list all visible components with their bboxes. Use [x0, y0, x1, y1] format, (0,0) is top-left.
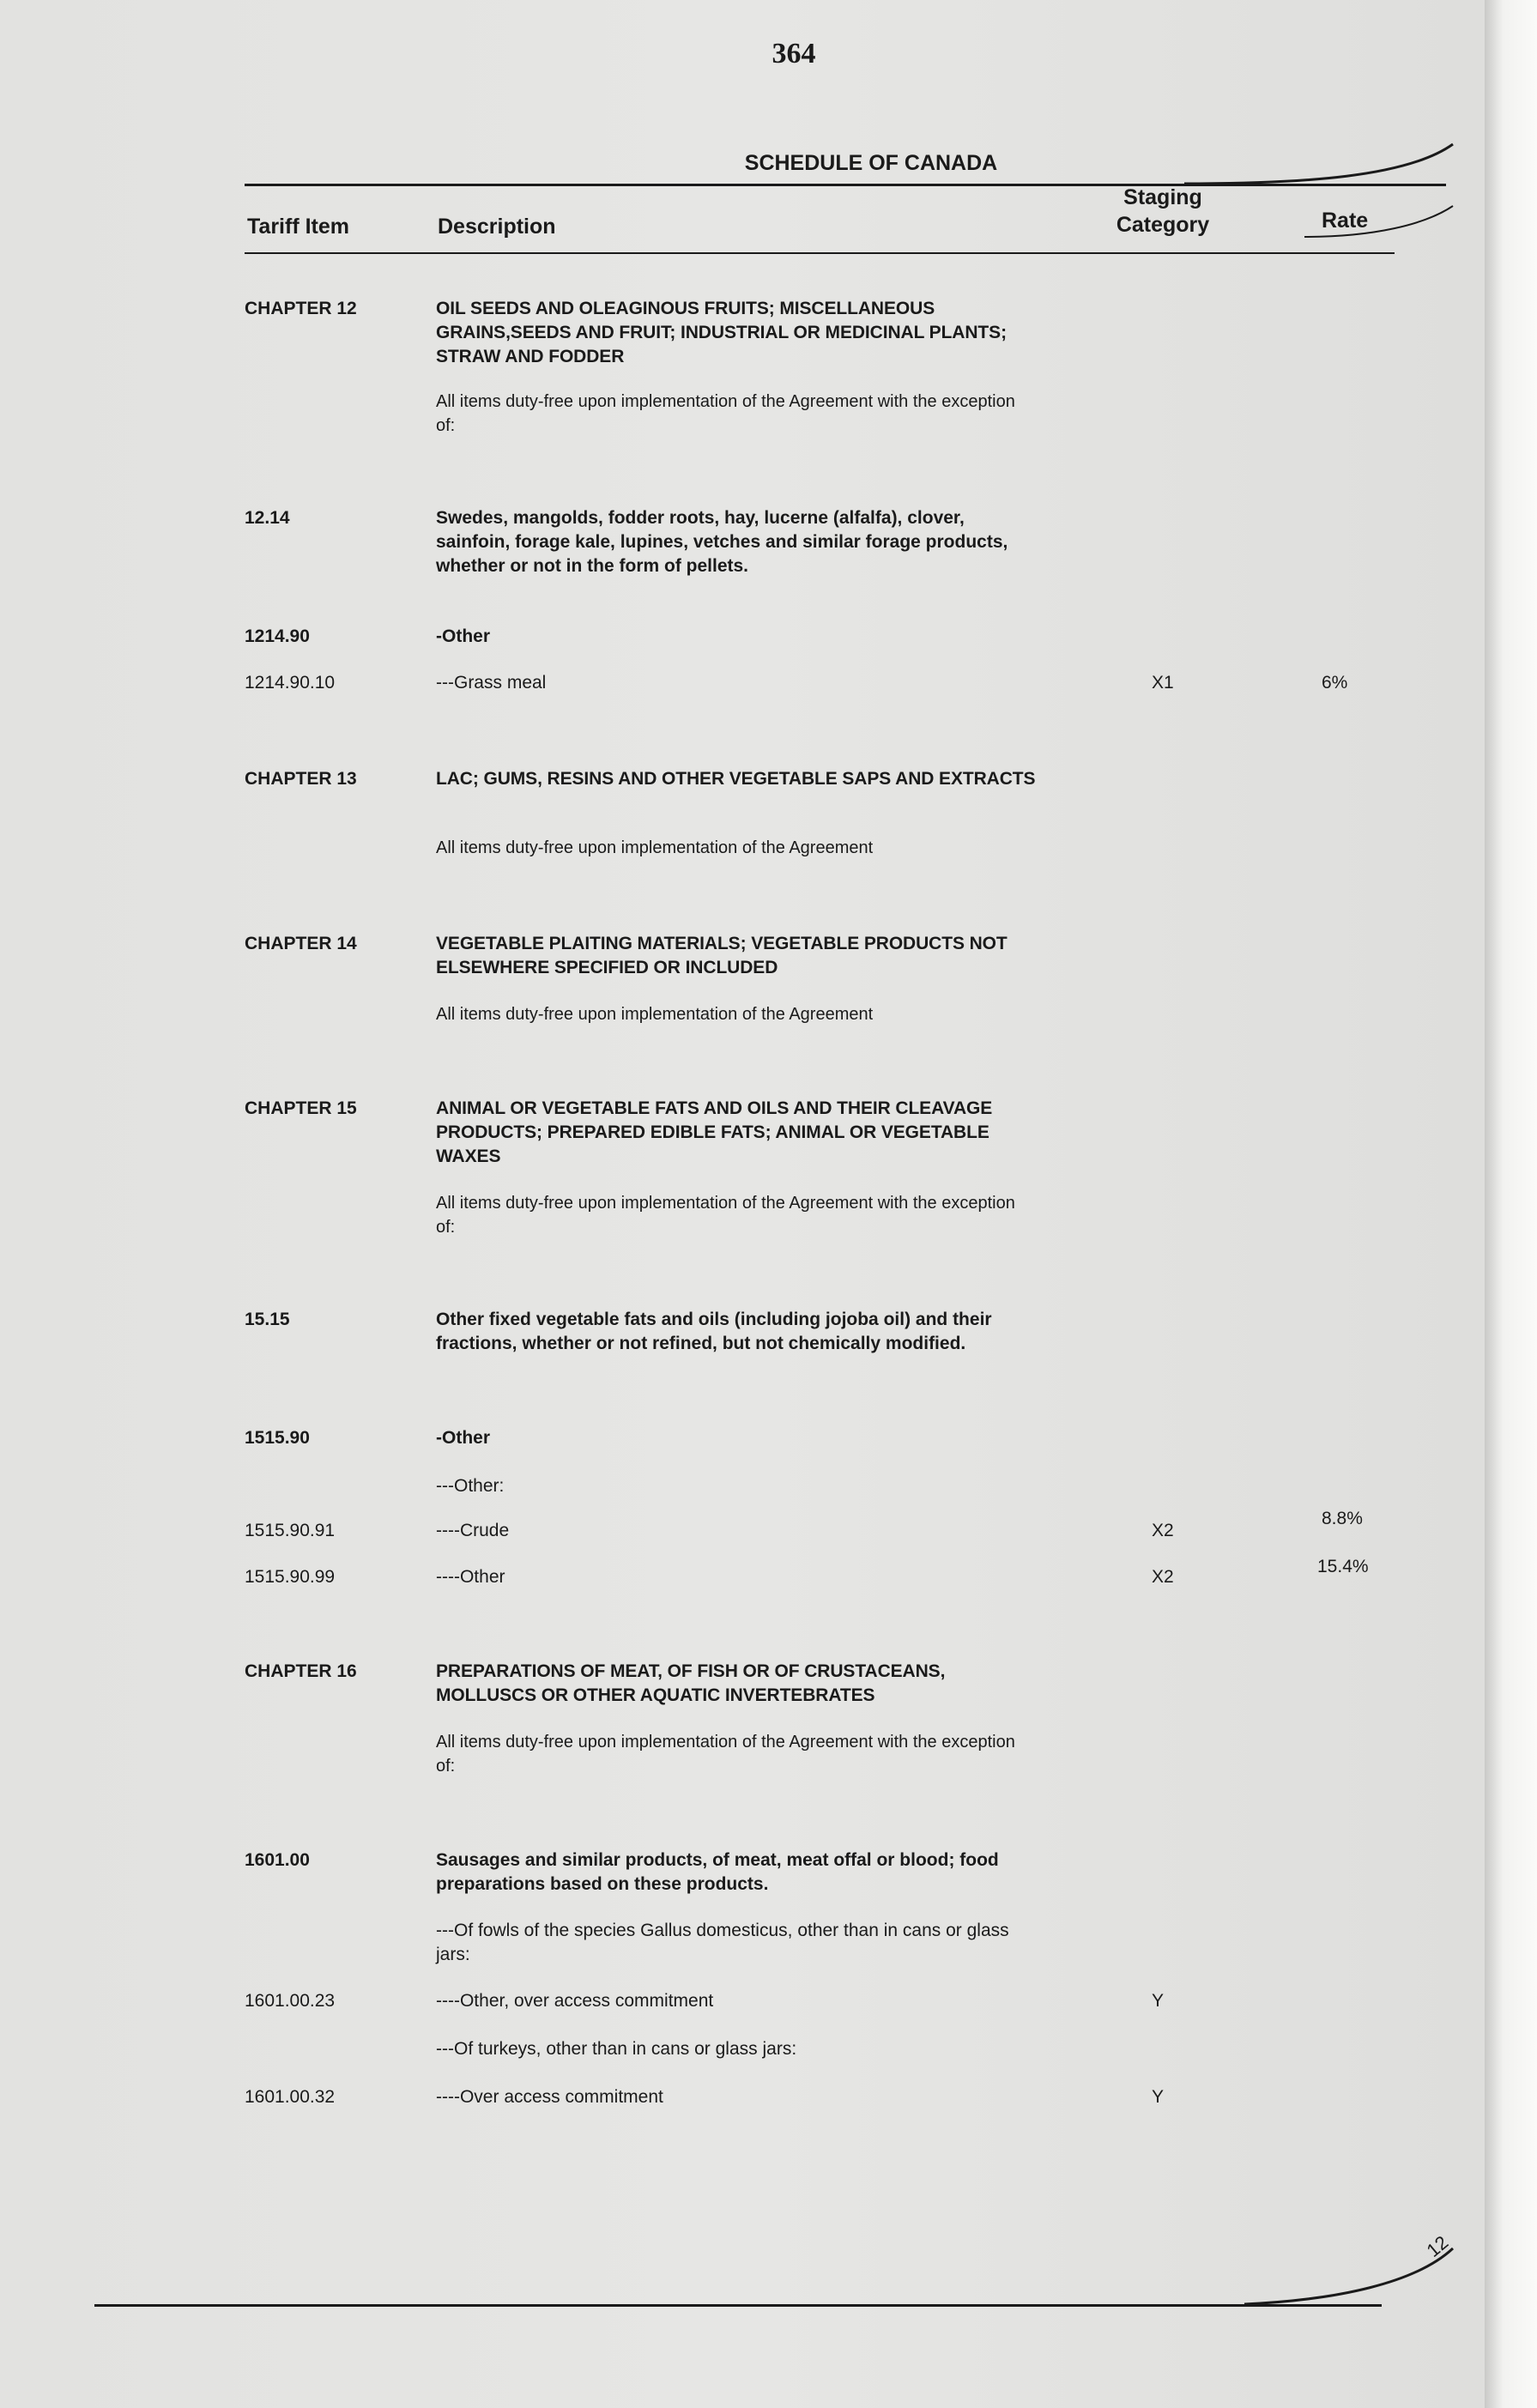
tariff-item: 1214.90.10 — [245, 673, 336, 693]
description: LAC; GUMS, RESINS AND OTHER VEGETABLE SAPS AND EXTRACTS — [436, 769, 1036, 789]
column-header-tariff-item: Tariff Item — [247, 215, 349, 239]
staging-category: X2 — [1152, 1567, 1174, 1587]
tariff-item: CHAPTER 12 — [245, 299, 357, 318]
description: OIL SEEDS AND OLEAGINOUS FRUITS; MISCELLANEOUS GRAINS,SEEDS AND FRUIT; INDUSTRIAL OR MEDICINAL PLANTS; STRAW AND FODDER — [436, 299, 1007, 366]
staging-header-line1: Staging — [1123, 185, 1202, 209]
description: ---Other: — [436, 1476, 505, 1496]
tariff-item: 15.15 — [245, 1310, 290, 1329]
description: ---Of fowls of the species Gallus domesticus, other than in cans or glass jars: — [436, 1921, 1009, 1964]
rate: 15.4% — [1317, 1557, 1369, 1576]
description: Sausages and similar products, of meat, meat offal or blood; food preparations based on these products. — [436, 1850, 999, 1894]
description: -Other — [436, 626, 490, 646]
page-number: 364 — [772, 38, 816, 70]
header-rule-top — [245, 184, 1446, 186]
staging-category: Y — [1152, 2087, 1165, 2107]
rate: 6% — [1322, 673, 1348, 693]
rate: 8.8% — [1322, 1509, 1363, 1528]
description: All items duty-free upon implementation of the Agreement with the exception of: — [436, 392, 1015, 435]
tariff-item: 1515.90.91 — [245, 1521, 336, 1540]
staging-category: X2 — [1152, 1521, 1174, 1540]
tariff-item: 1601.00.23 — [245, 1991, 336, 2011]
description: ---Of turkeys, other than in cans or glass jars: — [436, 2039, 797, 2059]
header-rule-bottom — [245, 252, 1395, 254]
tariff-item: 1515.90 — [245, 1428, 310, 1448]
description: ----Over access commitment — [436, 2087, 663, 2107]
corner-mark: 12 — [1422, 2231, 1453, 2262]
description: VEGETABLE PLAITING MATERIALS; VEGETABLE PRODUCTS NOT ELSEWHERE SPECIFIED OR INCLUDED — [436, 934, 1008, 977]
description: ---Grass meal — [436, 673, 547, 693]
tariff-item: 12.14 — [245, 508, 290, 528]
column-header-description: Description — [438, 215, 556, 239]
description: ----Crude — [436, 1521, 510, 1540]
tariff-item: 1515.90.99 — [245, 1567, 336, 1587]
tariff-item: 1601.00 — [245, 1850, 310, 1870]
column-header-staging-category — [1107, 184, 1219, 239]
description: All items duty-free upon implementation of the Agreement with the exception of: — [436, 1733, 1015, 1776]
staging-category: X1 — [1152, 673, 1174, 693]
schedule-title: SCHEDULE OF CANADA — [744, 151, 998, 175]
description: -Other — [436, 1428, 490, 1448]
description: ----Other — [436, 1567, 505, 1587]
description: All items duty-free upon implementation of the Agreement — [436, 838, 874, 857]
footer-rule — [94, 2304, 1382, 2307]
column-header-rate: Rate — [1322, 209, 1369, 233]
description: Swedes, mangolds, fodder roots, hay, lucerne (alfalfa), clover, sainfoin, forage kale, lupines, vetches and similar forage products, whether or not in the form of pellets. — [436, 508, 1008, 576]
tariff-item: CHAPTER 16 — [245, 1661, 357, 1681]
staging-header-line2: Category — [1116, 213, 1210, 237]
tariff-item: CHAPTER 14 — [245, 934, 357, 953]
tariff-item: 1214.90 — [245, 626, 310, 646]
tariff-item: 1601.00.32 — [245, 2087, 336, 2107]
tariff-item: CHAPTER 13 — [245, 769, 357, 789]
description: PREPARATIONS OF MEAT, OF FISH OR OF CRUSTACEANS, MOLLUSCS OR OTHER AQUATIC INVERTEBRATES — [436, 1661, 946, 1705]
description: ANIMAL OR VEGETABLE FATS AND OILS AND THEIR CLEAVAGE PRODUCTS; PREPARED EDIBLE FATS; ANIMAL OR VEGETABLE WAXES — [436, 1098, 993, 1166]
description: ----Other, over access commitment — [436, 1991, 714, 2011]
staging-category: Y — [1152, 1991, 1165, 2011]
description: Other fixed vegetable fats and oils (including jojoba oil) and their fractions, whether or not refined, but not chemically modified. — [436, 1310, 992, 1353]
description: All items duty-free upon implementation of the Agreement with the exception of: — [436, 1194, 1015, 1237]
tariff-item: CHAPTER 15 — [245, 1098, 357, 1118]
description: All items duty-free upon implementation of the Agreement — [436, 1005, 874, 1024]
